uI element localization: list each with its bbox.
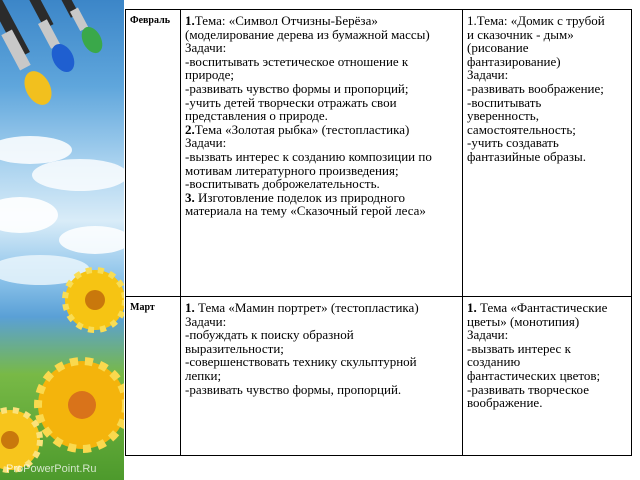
- paintbrushes-and-flowers-illustration: [0, 0, 124, 480]
- text-line: лепки;: [185, 367, 222, 383]
- flower-icon: [38, 361, 124, 449]
- text-line: Задачи:: [185, 40, 227, 56]
- text-line: уверенность,: [467, 108, 539, 124]
- text-line: 1.Тема: «Символ Отчизны-Берёза»: [185, 13, 378, 28]
- text-line: Задачи:: [467, 327, 509, 343]
- text-line: -развивать воображение;: [467, 80, 604, 96]
- text-line: 1.Тема: «Домик с трубой: [467, 13, 605, 28]
- text-line: Задачи:: [185, 135, 227, 151]
- activities-cell: [181, 297, 463, 456]
- activities-cell: [181, 10, 463, 297]
- text-line: природе;: [185, 67, 235, 83]
- text-line: -учить создавать: [467, 135, 559, 151]
- text-line: 1. Тема «Фантастические: [467, 300, 608, 315]
- month-cell: Март: [126, 297, 181, 456]
- text-line: мотивам литературного произведения;: [185, 162, 399, 178]
- text-line: выразительности;: [185, 340, 284, 356]
- text-line: и сказочник - дым»: [467, 26, 574, 42]
- text-line: -воспитывать эстетическое отношение к: [185, 53, 409, 69]
- text-line: фантастических цветов;: [467, 367, 601, 383]
- text-line: -развивать творческое: [467, 381, 589, 397]
- table-row: [126, 297, 632, 456]
- text-line: -воспитывать доброжелательность.: [185, 176, 380, 192]
- activities-cell: [463, 10, 632, 297]
- text-line: представления о природе.: [185, 108, 328, 124]
- text-line: воображение.: [467, 395, 543, 411]
- text-line: самостоятельность;: [467, 121, 576, 137]
- text-line: фантазирование): [467, 53, 561, 69]
- activities-cell: [463, 297, 632, 456]
- lesson-plan-table: [125, 9, 632, 456]
- text-line: материала на тему «Сказочный герой леса»: [185, 203, 426, 219]
- text-line: Задачи:: [185, 313, 227, 329]
- text-line: -побуждать к поиску образной: [185, 327, 354, 343]
- flower-icon: [65, 270, 124, 330]
- text-line: (рисование: [467, 40, 529, 56]
- text-line: 3. Изготовление поделок из природного: [185, 189, 406, 205]
- table-row: [126, 10, 632, 297]
- text-line: -вызвать интерес к: [467, 340, 571, 356]
- text-line: 2.Тема «Золотая рыбка» (тестопластика): [185, 121, 410, 137]
- text-line: Задачи:: [467, 67, 509, 83]
- text-line: цветы» (монотипия): [467, 313, 580, 329]
- text-line: -учить детей творчески отражать свои: [185, 94, 397, 110]
- text-line: -развивать чувство формы и пропорций;: [185, 80, 409, 96]
- text-line: -совершенствовать технику скульптурной: [185, 354, 417, 370]
- text-line: -развивать чувство формы, пропорций.: [185, 381, 402, 397]
- text-line: -воспитывать: [467, 94, 542, 110]
- decorative-sidebar-image: [0, 0, 124, 480]
- text-line: 1. Тема «Мамин портрет» (тестопластика): [185, 300, 419, 315]
- month-cell: Февраль: [126, 10, 181, 297]
- text-line: (моделирование дерева из бумажной массы): [185, 26, 430, 42]
- text-line: созданию: [467, 354, 521, 370]
- flower-icon: [0, 410, 40, 470]
- watermark-text: ProPowerPoint.Ru: [6, 463, 97, 475]
- text-line: фантазийные образы.: [467, 148, 587, 164]
- text-line: -вызвать интерес к созданию композиции по: [185, 148, 432, 164]
